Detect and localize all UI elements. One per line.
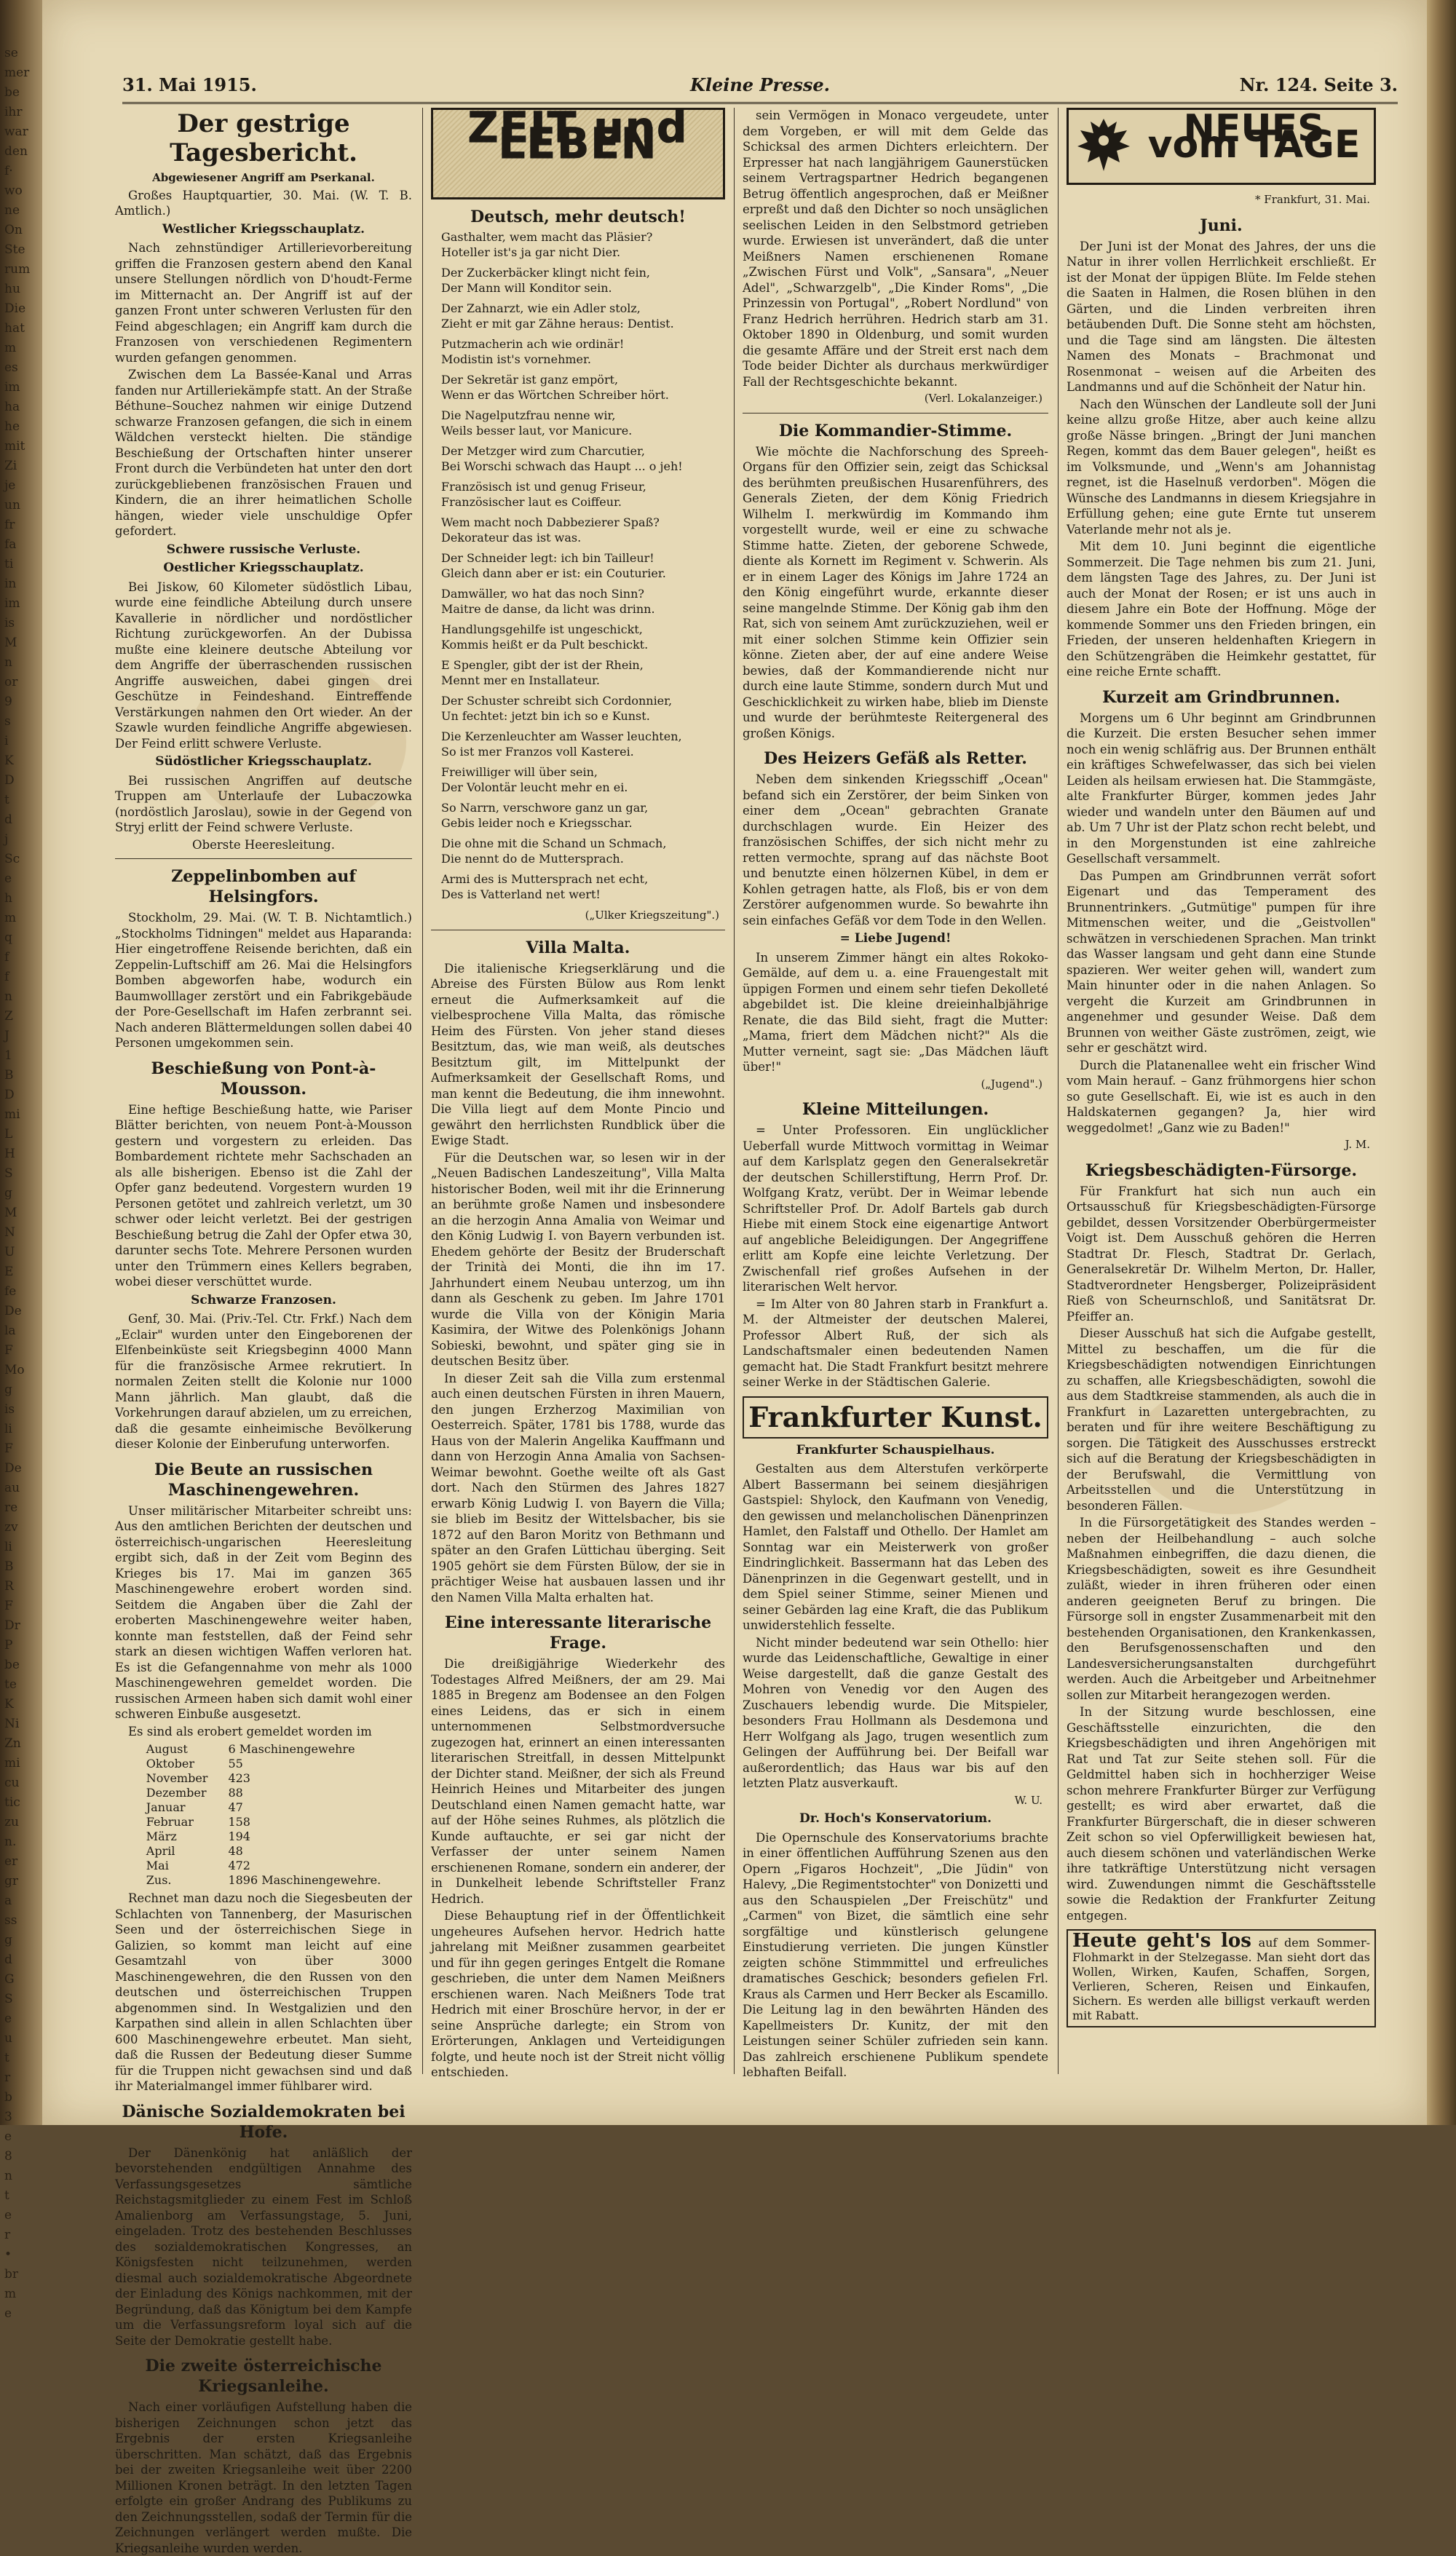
eagle-icon — [1075, 114, 1133, 175]
headline-grindbrunnen: Kurzeit am Grindbrunnen. — [1102, 687, 1340, 707]
poem-line: Französisch ist und genug Friseur, — [441, 480, 646, 494]
article-text: Nach den Wünschen der Landleute soll der Juni keine allzu große Hitze, aber auch keine allzu große Nässe bringen. „Bringt der Juni manchen Regen, kommt das dem Bauer gelegen", heißt es im Volksmunde, und „Wenn's am Johannistag regnet, ist die Haselnuß verdorben". Mögen die Wünsche des Landmanns in diesem Kriegsjahre in Erfüllung gehen; eine gute Ernte tut unserem Vaterlande mehr not als je. — [1067, 397, 1376, 537]
article-text: Die italienische Kriegserklärung und die Abreise des Fürsten Bülow aus Rom lenkt erneut die Aufmerksamkeit auf die vielbesprochene Villa Malta, das römische Heim des Fürsten. Von jeher stand dieses Besitztum, das, wie man weiß, als deutsches Besitztum gilt, im Mittelpunkt der Aufmerksamkeit der Gesellschaft Roms, und man kennt die Bedeutung, die ihm innewohnt. Die Villa liegt auf dem Monte Pincio und gewährt den herrlichsten Rundblick über die Ewige Stadt. — [431, 961, 725, 1147]
poem-line: Des is Vatterland net wert! — [441, 887, 601, 901]
stats-month: Zus. — [146, 1873, 172, 1887]
column-4 — [1067, 108, 1376, 2074]
stats-month: April — [146, 1844, 175, 1858]
page-edge — [1427, 0, 1456, 2125]
poem-line: Dekorateur das ist was. — [441, 530, 582, 545]
section-west: Westlicher Kriegsschauplatz. — [162, 221, 365, 237]
article-text: Diese Behauptung rief in der Öffentlichkeit ungeheures Aufsehen hervor. Hedrich hatte jahrelang mit Meißner zusammen gearbeitet und für ihn gegen geringes Entgelt die Romane geschrieben, die unter dem Namen Meißners erschienen waren. Nach Meißners Tode trat Hedrich mit einer Broschüre hervor, in der er seine Ansprüche darlegte; ein Strom von Erörterungen, Anklagen und Verteidigungen folgte, und heute noch ist der Streit nicht völlig entschieden. — [431, 1909, 725, 2079]
article-text: Stockholm, 29. Mai. (W. T. B. Nichtamtlich.) „Stockholms Tidningen" meldet aus Haparanda: Hier eingetroffene Reisende berichten, daß ein Zeppelin-Luftschiff am 26. Mai die Helsingfors Bomben abgeworfen habe, wodurch ein Baumwolllager zerstört und ein Fabrikgebäude der Pore-Gesellschaft im Hafen zerbrannt sei. Nach anderen Blättermeldungen sollen dabei 40 Personen umgekommen sein. — [115, 911, 412, 1050]
section-southeast: Südöstlicher Kriegsschauplatz. — [155, 754, 372, 769]
logo-text: NEUES vom TAGE — [1147, 107, 1361, 167]
headline-heizer: Des Heizers Gefäß als Retter. — [764, 749, 1027, 768]
section-label: = Liebe Jugend! — [839, 931, 951, 946]
section-label: Dr. Hoch's Konservatorium. — [799, 1811, 992, 1826]
article-text: Genf, 30. Mai. (Priv.-Tel. Ctr. Frkf.) Nach dem „Eclair" wurden unter den Eingeborenen der Elfenbeinküste seit Kriegsbeginn 4000 Mann für die französische Armee rekrutiert. In normalen Zeiten stellt die Kolonie nur 1000 Mann jährlich. Man glaubt, daß die Vorkehrungen darauf abzielen, um zu erreichen, daß die gesamte einheimische Bevölkerung dieser Kolonie der Einberufung unterworfen. — [115, 1312, 412, 1451]
stats-value: 48 — [228, 1844, 243, 1858]
stats-month: Dezember — [146, 1786, 207, 1800]
poem-line: E Spengler, gibt der ist der Rhein, — [441, 658, 644, 672]
ad-headline: Heute geht's los — [1072, 1930, 1251, 1952]
stats-row — [136, 1786, 391, 1800]
poem-line: Der Metzger wird zum Charcutier, — [441, 444, 645, 458]
headline-frankfurter-kunst: Frankfurter Kunst. — [748, 1400, 1042, 1433]
article-text: Nicht minder bedeutend war sein Othello: hier wurde das Leidenschaftliche, Gewaltige in einer Weise dargestellt, daß die ganze Gestalt des Mohren von Venedig vor den Augen des Zuschauers lebendig wurde. Die Mitspieler, besonders Frau Hollmann als Desdemona und Herr Wolfgang als Jago, trugen wesentlich zum Gelingen der Aufführung bei. Der Beifall war außerordentlich; das Haus war bis auf den letzten Platz ausverkauft. — [743, 1635, 1048, 1790]
issue-date: 31. Mai 1915. — [122, 74, 257, 95]
stats-row — [136, 1757, 391, 1771]
source-note: (Verl. Lokalanzeiger.) — [924, 392, 1042, 405]
poem-source: („Ulker Kriegszeitung".) — [585, 909, 719, 922]
poem-line: Gleich dann aber er ist: ein Couturier. — [441, 566, 666, 580]
stats-value: 1896 Maschinengewehre. — [228, 1873, 381, 1887]
poem-line: Handlungsgehilfe ist ungeschickt, — [441, 622, 643, 636]
zeit-und-leben-logo — [431, 103, 725, 199]
neues-vom-tage-logo — [1067, 108, 1376, 185]
author-initials: W. U. — [1014, 1793, 1042, 1807]
poem-line: Der Sekretär ist ganz empört, — [441, 373, 619, 387]
headline-poem: Deutsch, mehr deutsch! — [470, 207, 686, 226]
section-east: Oestlicher Kriegsschauplatz. — [163, 561, 364, 575]
article-text: Gestalten aus dem Alterstufen verkörperte Albert Bassermann bei seinem diesjährigen Gastspiel: Shylock, den Kaufmann von Venedig, den gewissen und melancholischen Dänenprinzen Hamlet, den Falstaff und Othello. Der Hamlet am Sonntag war ein Meisterwerk von großer Eindringlichkeit. Bassermann hat das Leben des Dänenprinzen in die Gegenwart gestellt, und in dem Spiel seiner Stimme, seiner Mienen und seiner Gebärden lag eine Kraft, die das Publikum unwiderstehlich fesselte. — [743, 1462, 1048, 1632]
poem-line: So ist mer Franzos voll Kasterei. — [441, 744, 634, 759]
issue-number: Nr. 124. Seite 3. — [1239, 74, 1398, 95]
article-text: In die Fürsorgetätigkeit des Standes werden – neben der Heilbehandlung – auch solche Maßnahmen einbegriffen, die dazu dienen, die Kriegsbeschädigten, soweit es ihre Gesundheit zuläßt, wieder in ihren früheren oder einen anderen geeigneten Beruf zu bringen. Die Fürsorge soll in engster Zusammenarbeit mit den bestehenden Organisationen, den Krankenkassen, den Berufsgenossenschaften und den Landesversicherungsanstalten durchgeführt werden. Auch die Arbeitgeber und Arbeitnehmer sollen zur Mitarbeit herangezogen werden. — [1067, 1516, 1376, 1702]
logo-text: ZEIT und LEBEN — [467, 103, 689, 168]
article-text: Das Pumpen am Grindbrunnen verrät sofort Eigenart und das Temperament des Brunnentrinkers. „Gutmütige" pumpen für ihre Mitmenschen weiter, und die „Geistvollen" schwätzen in verschiedenen Sprachen. Man trinkt das Wasser langsam und geht dann eine Stunde spazieren. Wer weiter gehen will, wandert zum Main hinunter oder in die nahen Anlagen. So vergeht die Kurzeit am Grindbrunnen in angenehmer und gesunder Weise. Daß dem Brunnen von weither Gäste zuströmen, zeigt, wie sehr er geschätzt wird. — [1067, 869, 1376, 1055]
stats-value: 88 — [228, 1786, 243, 1800]
poem-stanza — [441, 408, 725, 438]
article-text: Die Opernschule des Konservatoriums brachte in einer öffentlichen Aufführung Szenen aus den Opern „Figaros Hochzeit", „Die Jüdin" von Halevy, „Die Regimentstochter" von Donizetti und aus den Schauspielen „Der Freischütz" und „Carmen" von Bizet, die sämtlich eine sehr sorgfältige und künstlerisch gelungene Einstudierung verrieten. Die jungen Künstler zeigten schöne Stimmmittel und erfreuliches dramatisches Geschick; besonders gefielen Frl. Kraus als Carmen und Herr Becker als Escamillo. Die Leitung lag in den bewährten Händen des Kapellmeisters Dr. Kunitz, der mit den Leistungen seiner Schüler zufrieden sein kann. Das zahlreich erschienene Publikum spendete lebhaften Beifall. — [743, 1830, 1048, 2079]
stats-row — [136, 1771, 391, 1786]
adjacent-page-text: se mer be ihr war den f· wo ne On Ste rum hu Die hat m es im ha he mit Zi je un fr fa ti in im is M n or 9 s i K D t d j Sc e h m q f f n Z J 1 B D mi L H S g M N U E fe De la F Mo g is li F De au re zv li B R F Dr P be te K Ni Zn mi cu tic zu n. er gr a ss g d G S e u t r b 3 e 8 n t e r • br m e — [4, 46, 31, 2321]
article-text: Zwischen dem La Bassée-Kanal und Arras fanden nur Artilleriekämpfe statt. An der Straße Béthune–Souchez nahmen wir einige Dutzend schwarze Franzosen gefangen, die sich in einem Wäldchen versteckt hielten. Die ständige Beschießung der Ortschaften hinter unserer Front durch die Verbündeten hat unter den dort zurückgebliebenen französischen Frauen und Kindern, die an ihrer heimatlichen Scholle hängen, wieder viele unschuldige Opfer gefordert. — [115, 368, 412, 538]
poem-line: Gasthalter, wem macht das Pläsier? — [441, 230, 653, 244]
article-text: = Im Alter von 80 Jahren starb in Frankfurt a. M. der Altmeister der deutschen Malerei, Professor Albert Ruß, der sich als Landschaftsmaler einen bedeutenden Namen gemacht hat. Die Stadt Frankfurt besitzt mehrere seiner Werke in der Städtischen Galerie. — [743, 1297, 1048, 1389]
poem-line: Die Nagelputzfrau nenne wir, — [441, 408, 616, 422]
stats-value: 6 Maschinengewehre — [228, 1742, 355, 1756]
headline-juni: Juni. — [1200, 215, 1243, 235]
section-label: Frankfurter Schauspielhaus. — [796, 1442, 995, 1457]
stats-month: November — [146, 1771, 208, 1785]
headline-pont: Beschießung von Pont-à-Mousson. — [151, 1059, 376, 1099]
article-text: Nach zehnstündiger Artillerievorbereitung griffen die Franzosen gestern abend den Kanal unsere Stellungen nördlich von D'houdt-Ferme im Mitternacht an. Der Angriff ist auf der ganzen Front unter schweren Verlusten für den Feind abgeschlagen; ein Angriff kam durch die Franzosen von verschiedenen Regimentern wurden gefangen genommen. — [115, 241, 412, 365]
poem-line: Bei Worschi schwach das Haupt ... o jeh! — [441, 459, 683, 473]
separator — [743, 413, 1048, 414]
stats-row — [136, 1815, 391, 1829]
poem-line: Wenn er das Wörtchen Schreiber hört. — [441, 387, 669, 402]
poem-stanza — [441, 801, 725, 831]
article-text: Dieser Ausschuß hat sich die Aufgabe gestellt, Mittel zu beschaffen, um die für die Kriegsbeschädigten notwendigen Einrichtungen zu schaffen, alle Kriegsbeschädigten, sowohl die aus dem Stadtkreise stammenden, als auch die in Frankfurt in Lazaretten untergebrachten, zu beraten und für ihre weitere Beschäftigung zu sorgen. Die Tätigkeit des Ausschusses erstreckt sich auf die Beratung der Kriegsbeschädigten in der Berufswahl, die Vermittlung von Arbeitsstellen und die Unterstützung in besonderen Fällen. — [1067, 1326, 1376, 1513]
article-text: Für Frankfurt hat sich nun auch ein Ortsausschuß für Kriegsbeschädigten-Fürsorge gebildet, dessen Vorsitzender Oberbürgermeister Voigt ist. Dem Ausschuß gehören die Herren Stadtrat Dr. Flesch, Stadtrat Dr. Gerlach, Generalsekretär Dr. Wilhelm Merton, Dr. Haller, Stadtverordneter Hengsberger, Polizeipräsident Rieß von Scheurnschloß, und Sanitätsrat Dr. Pfeiffer an. — [1067, 1184, 1376, 1323]
author-initials: J. M. — [1345, 1138, 1370, 1151]
stats-row — [136, 1829, 391, 1844]
poem-line: Die nennt do de Muttersprach. — [441, 851, 624, 866]
stats-month: Mai — [146, 1859, 169, 1872]
stats-month: Februar — [146, 1815, 194, 1829]
book-binding — [0, 0, 42, 2321]
poem-stanza — [441, 480, 725, 510]
headline-daenisch: Dänische Sozialdemokraten bei Hofe. — [122, 2102, 405, 2142]
poem-stanza — [441, 694, 725, 724]
newspaper-page — [42, 0, 1427, 2555]
poem-line: Der Mann will Konditor sein. — [441, 280, 612, 295]
poem-line: Putzmacherin ach wie ordinär! — [441, 337, 625, 351]
poem-line: Die Kerzenleuchter am Wasser leuchten, — [441, 729, 682, 743]
stats-month: August — [146, 1742, 188, 1756]
headline-literarisch: Eine interessante literarische Frage. — [444, 1613, 712, 1653]
article-text: Durch die Platanenallee weht ein frischer Wind vom Main herauf. – Ganz frühmorgens hier schon so gute Gesellschaft. Ei, wie ist es auch in den Haldskaternen gegangen? Ja, hier wird weggedolmet! „Ganz wie zu Baden!" — [1067, 1058, 1376, 1135]
stats-value: 158 — [228, 1815, 250, 1829]
signature-ohl: Oberste Heeresleitung. — [192, 837, 335, 852]
article-text: Nach einer vorläufigen Aufstellung haben die bisherigen Zeichnungen schon jetzt das Ergebnis der ersten Kriegsanleihe überschritten. Man schätzt, daß das Ergebnis bei der zweiten Kriegsanleihe weit über 2200 Millionen Kronen beträgt. In den letzten Tagen erfolgte ein großer Andrang des Publikums zu den Zeichnungsstellen, sodaß der Termin für die Zeichnungen verlängert werden mußte. Die Kriegsanleihe wurden werden. — [115, 2400, 412, 2555]
advertisement-heute — [1067, 1929, 1376, 2027]
poem-line: Der Schneider legt: ich bin Tailleur! — [441, 551, 654, 565]
stats-value: 55 — [228, 1757, 243, 1770]
stats-month: März — [146, 1829, 177, 1843]
column-rule — [734, 108, 735, 2074]
poem-line: Armi des is Muttersprach net echt, — [441, 872, 649, 886]
headline-zeppelin: Zeppelinbomben auf Helsingfors. — [171, 867, 356, 906]
article-text: Mit dem 10. Juni beginnt die eigentliche Sommerzeit. Die Tage nehmen bis zum 21. Juni, dem längsten Tage des Jahres, zu. Der Juni ist auch der Monat der Rosen; er ist uns auch in diesem Jahre ein Bote der Hoffnung. Möge der kommende Sommer uns den Frieden bringen, ein Frieden, der unseren heldenhaften Kriegern in den Schützengräben die Heimkehr gestattet, für eine reiche Ernte schafft. — [1067, 539, 1376, 678]
poem-stanza — [441, 872, 725, 902]
article-text: Neben dem sinkenden Kriegsschiff „Ocean" befand sich ein Zerstörer, der beim Sinken von einer dem „Ocean" gebrachten Granate durchschlagen wurde. Ein Heizer des französischen Schiffes, der sich nicht mehr zu retten vermochte, sprang auf das nächste Boot und benutzte einen hölzernen Kübel, in dem er Kohlen getragen hatte, als Floß, bis er von dem Zerstörer aufgenommen wurde. So bewahrte ihn sein einfaches Gefäß vor dem Tode in den Wellen. — [743, 772, 1048, 927]
article-text: sein Vermögen in Monaco vergeudete, unter dem Vorgeben, er will mit dem Gelde das Schicksal des armen Dichters erleichtern. Der Erpresser hat nach langjährigem Gaunerstücken seinem Vertragspartner Hedrich begangenen Betrug öffentlich angesprochen, daß er Meißner erpreßt und daß den Dichter so noch unsäglichen seelischen Leiden in den Selbstmord getrieben wurde. Erwiesen ist unverändert, daß die unter Meißners Namen erschienenen Romane „Zwischen Fürst und Volk", „Sansara", „Neuer Adel", „Schwarzgelb", „Die Kinder Roms", „Die Prinzessin von Portugal", „Robert Nordlund" von Franz Hedrich herrühren. Hedrich starb am 31. Oktober 1890 in Oldenburg, und somit wurden die gesamte Affäre und der Streit erst nach dem Tode beider Dichter als durchaus merkwürdiger Fall der Rechtsgeschichte bekannt. — [743, 108, 1048, 389]
poem-stanza — [441, 622, 725, 652]
article-text: = Unter Professoren. Ein unglücklicher Ueberfall wurde Mittwoch vormittag in Weimar auf dem Karlsplatz gegen den Generalsekretär der deutschen Schillerstiftung, Herrn Prof. Dr. Wolfgang Kratz, verübt. Der in Weimar lebende Schriftsteller Prof. Dr. Adolf Bartels gab durch Hiebe mit einem Stock eine eigenartige Antwort auf angebliche Beleidigungen. Der Angegriffene erlitt am Kopfe eine leichte Verletzung. Der Zwischenfall rief großes Aufsehen in der literarischen Welt hervor. — [743, 1123, 1048, 1294]
stats-row — [136, 1873, 391, 1888]
stats-value: 47 — [228, 1800, 243, 1814]
poem-stanza — [441, 230, 725, 260]
column-1 — [115, 108, 412, 2555]
poem-stanza — [441, 515, 725, 545]
article-text: Eine heftige Beschießung hatte, wie Pariser Blätter berichten, von neuem Pont-à-Mousson gestern und vorgestern zu erleiden. Das Bombardement richtete mehr Sachschaden an als alle bisherigen. Ebenso ist die Zahl der Opfer ganz bedeutend. Vorgestern wurden 19 Personen getötet und zahlreich verletzt, um 30 schwer oder leicht verletzt. Bei der gestrigen Beschießung betrug die Zahl der Opfer etwa 30, darunter sechs Tote. Mehrere Personen wurden unter den Trümmern eines Kellers begraben, wobei dieser verschüttet wurde. — [115, 1102, 412, 1289]
stats-row — [136, 1800, 391, 1815]
section-label: Schwarze Franzosen. — [191, 1292, 336, 1307]
poem-line: Der Volontär leucht mehr en ei. — [441, 780, 628, 794]
stats-value: 194 — [228, 1829, 250, 1843]
masthead — [122, 73, 1398, 104]
article-text: Es sind als erobert gemeldet worden im — [128, 1724, 372, 1738]
mg-stats-table — [136, 1742, 391, 1888]
poem-line: Der Schuster schreibt sich Cordonnier, — [441, 694, 673, 708]
poem-stanza — [441, 587, 725, 617]
article-text: Die dreißigjährige Wiederkehr des Todestages Alfred Meißners, der am 29. Mai 1885 in Bregenz am Bodensee an den Folgen eines Leidens, das er sich in einem unternommenen Selbstmordversuche zugezogen hat, erinnert an einen interessanten literarischen Streitfall, in dessen Mittelpunkt der Dichter stand. Meißner, der sich als Freund Heinrich Heines und Mitarbeiter des jungen Deutschland einen Namen gemacht hatte, war auf der Höhe seines Ruhmes, als plötzlich die Kunde auftauchte, er sei gar nicht der Verfasser der unter seinem Namen erschienenen Romane, sondern ein anderer, der in Dunkelheit lebende Schriftsteller Franz Hedrich. — [431, 1657, 725, 1906]
section-label: Schwere russische Verluste. — [166, 542, 361, 557]
headline-kriegsanleihe: Die zweite österreichische Kriegsanleihe. — [145, 2357, 382, 2396]
headline-kommandier: Die Kommandier-Stimme. — [778, 421, 1013, 440]
column-rule — [1058, 108, 1059, 2074]
column-rule — [422, 108, 423, 2074]
stats-row — [136, 1742, 391, 1757]
article-text: In der Sitzung wurde beschlossen, eine Geschäftsstelle einzurichten, die den Kriegsbeschädigten und ihren Angehörigen mit Rat und Tat zur Seite stehen soll. Für die Geldmittel haben sich in hochherziger Weise schon mehrere Frankfurter Bürger zur Verfügung gestellt; es wird aber erwartet, daß die Frankfurter Bürgerschaft, die in dieser schweren Zeit schon so viel Opferwilligkeit bewiesen hat, auch diesem schönen und vaterländischen Werke ihre tatkräftige Unterstützung nicht versagen wird. Zuwendungen nimmt die Geschäftsstelle sowie die Redaktion der Frankfurter Zeitung entgegen. — [1067, 1705, 1376, 1923]
poem-line: So Narrn, verschwore ganz un gar, — [441, 801, 649, 815]
article-text: Rechnet man dazu noch die Siegesbeuten der Schlachten von Tannenberg, der Masurischen Seen und der österreichischen Siege in Galizien, so kommt man leicht auf eine Gesamtzahl von über 3000 Maschinengewehren, die den Russen von den deutschen und österreichischen Truppen abgenommen sind. In Westgalizien und den Karpathen sind allein in allen Schlachten über 600 Maschinengewehre erbeutet. Man sieht, daß die Russen der Bedeutung dieser Summe für die Truppen nicht gewachsen sind und daß ihr Materialmangel immer fühlbarer wird. — [115, 1891, 412, 2093]
article-text: Unser militärischer Mitarbeiter schreibt uns: Aus den amtlichen Berichten der deutschen und österreichisch-ungarischen Heeresleitung ergibt sich, daß in der Zeit vom Beginn des Krieges bis 17. Mai im ganzen 365 Maschinengewehre erobert worden sind. Seitdem die Angaben über die Zahl der eroberten Maschinengewehre weiter haben, konnte man feststellen, daß der Feind sehr stark an diesen wichtigen Waffen verloren hat. Es ist die Gefangennahme von mehr als 1000 Maschinengewehren gemeldet worden. Die russischen Armeen haben sich damit wohl einer schweren Einbuße ausgesetzt. — [115, 1503, 412, 1721]
poem-stanza — [441, 729, 725, 759]
stats-month: Oktober — [146, 1757, 194, 1770]
article-text: Morgens um 6 Uhr beginnt am Grindbrunnen die Kurzeit. Die ersten Besucher sehen immer noch ein wenig schläfrig aus. Der Brunnen enthält ein kräftiges Schwefelwasser, das sich bei vielen Leiden als heilsam erwiesen hat. Die Stammgäste, alte Frankfurter Bürger, kommen jedes Jahr wieder und wandeln unter den Bäumen auf und ab. Um 7 Uhr ist der Platz schon recht belebt, und in den Morgenstunden ist eine zahlreiche Gesellschaft versammelt. — [1067, 711, 1376, 866]
article-text: Bei russischen Angriffen auf deutsche Truppen am Unterlaufe der Lubaczowka (nordöstlich Jaroslau), sowie in der Gegend von Stryj erlitt der Feind schwere Verluste. — [115, 773, 412, 834]
poem-line: Französischer laut es Coiffeur. — [441, 494, 622, 509]
poem-line: Kommis heißt er da Pult beschickt. — [441, 637, 649, 652]
column-2 — [431, 103, 725, 2079]
poem-line: Modistin ist's vornehmer. — [441, 352, 591, 366]
poem-stanza — [441, 337, 725, 367]
headline-beute: Die Beute an russischen Maschinengewehren. — [154, 1460, 373, 1500]
poem-line: Der Zuckerbäcker klingt nicht fein, — [441, 266, 650, 280]
article-text: In unserem Zimmer hängt ein altes Rokoko-Gemälde, auf dem u. a. eine Frauengestalt mit üppigen Formen und einem sehr tiefen Dekolleté abgebildet ist. Die kleine dreieinhalbjährige Renate, die das Bild sieht, fragt die Mutter: „Mama, friert dem Mädchen nicht?" Als die Mutter verneint, sagt sie: „Das Mädchen läuft über!" — [743, 950, 1048, 1074]
poem-line: Hoteller ist's ja gar nicht Dier. — [441, 245, 621, 259]
headline-tagesbericht: Der gestrige Tagesbericht. — [170, 109, 357, 167]
poem-stanza — [441, 551, 725, 581]
article-text: Bei Jiskow, 60 Kilometer südöstlich Libau, wurde eine feindliche Abteilung durch unsere Kavallerie in nördlicher und nordöstlicher Richtung zurückgeworfen. An der Dubissa mußte eine kleinere deutsche Abteilung vor dem Angriffe der überraschenden russischen Angriffe ausweichen, dabei gingen drei Geschütze in Feindeshand. Eintreffende Verstärkungen nahmen den Ort wieder. An der Szawle wurden feindliche Angriffe abgewiesen. Der Feind erlitt schwere Verluste. — [115, 579, 412, 751]
poem — [431, 230, 725, 902]
article-text: Für die Deutschen war, so lesen wir in der „Neuen Badischen Landeszeitung", Villa Malta historischer Boden, weil mit ihr die Erinnerung an berühmte große Namen und insbesondere an die herzogin Anna Amalia von Weimar und den König Ludwig I. von Bayern verbunden ist. Ehedem gehörte der Besitz der Bruderschaft der Trinità dei Monti, die ihn im 17. Jahrhundert einem Neubau unterzog, um ihn dann als Geschenk zu geben. Im Jahre 1701 wurde die Villa von der Königin Maria Kasimira, der Witwe des Polenkönigs Johann Sobieski, bewohnt, und später ging sie in deutschen Besitz über. — [431, 1150, 725, 1368]
article-text: Der Dänenkönig hat anläßlich der bevorstehenden endgültigen Annahme des Verfassungsgesetzes sämtliche Reichstagsmitglieder zu einem Fest im Schloß Amalienborg am Verfassungstage, 5. Juni, eingeladen. Trotz des bestehenden Beschlusses des sozialdemokratischen Kongresses, an Königsfesten nicht teilzunehmen, werden diesmal auch sozialdemokratische Abgeordnete der Einladung des Königs nachkommen, mit der Begründung, daß das Königtum bei dem Kampfe um die Verfassungsreform loyal sich auf die Seite der Demokratie gestellt habe. — [115, 2145, 412, 2348]
source-note: („Jugend".) — [981, 1077, 1042, 1091]
poem-stanza — [441, 301, 725, 331]
article-text: Wie möchte die Nachforschung des Spreeh-Organs für den Offizier sein, zeigt das Schicksal des berühmten preußischen Husarenführers, des Generals Zieten, der dem König Friedrich Wilhelm I. merkwürdig im Kommando ihm vorgestellt wurde, weil er eine zu schwache Stimme hatte. Zieten, der geborene Schwede, diente als Kornett im Regiment v. Schwerin. Als er in einem Lager des Königs im Jahre 1724 an den König eingeführt wurde, erkannte dieser seine mangelnde Stimme. Der König gab ihm den Rat, sich von seinem Amt zurückzuziehen, weil er mit einer solchen Stimme kein Offizier sein könne. Zieten aber, der auf eine andere Weise bewies, daß der Kommandierende nicht nur durch eine laute Stimme, sondern durch Mut und Geschicklichkeit zu wirken habe, blieb im Dienste und wurde der berühmteste Reitergeneral des großen Königs. — [743, 444, 1048, 740]
separator — [115, 858, 412, 859]
poem-line: Wem macht noch Dabbezierer Spaß? — [441, 515, 660, 529]
stats-value: 423 — [228, 1771, 250, 1785]
poem-line: Freiwilliger will über sein, — [441, 765, 598, 779]
stats-row — [136, 1859, 391, 1873]
poem-stanza — [441, 266, 725, 296]
paper-name: Kleine Presse. — [689, 74, 831, 95]
poem-line: Un fechtet: jetzt bin ich so e Kunst. — [441, 708, 650, 723]
poem-stanza — [441, 373, 725, 403]
dateline: * Frankfurt, 31. Mai. — [1255, 193, 1370, 206]
poem-line: Gebis leider noch e Kriegsschar. — [441, 815, 633, 830]
poem-line: Weils besser laut, vor Manicure. — [441, 423, 633, 438]
poem-line: Maitre de danse, da licht was drinn. — [441, 601, 655, 616]
poem-stanza — [441, 836, 725, 866]
poem-line: Damwäller, wo hat das noch Sinn? — [441, 587, 644, 601]
headline-villa: Villa Malta. — [526, 938, 630, 957]
stats-value: 472 — [228, 1859, 250, 1872]
article-text: Der Juni ist der Monat des Jahres, der uns die Natur in ihrer vollen Herrlichkeit erschließt. Er ist der Monat der üppigen Blüte. Im Felde stehen die Saaten in Halmen, die Rosen blühen in den Gärten, und die Linden verbreiten ihren betäubenden Duft. Die Sonne steht am höchsten, und die Tage sind am längsten. Die ältesten Namen des Monats – Brachmonat und Rosenmonat – weisen auf die Arbeiten des Landmanns und auf die Schönheit der Natur hin. — [1067, 239, 1376, 394]
poem-line: Der Zahnarzt, wie ein Adler stolz, — [441, 301, 641, 315]
headline-kriegsbeschaedigte: Kriegsbeschädigten-Fürsorge. — [1085, 1160, 1358, 1180]
poem-line: Die ohne mit die Schand un Schmach, — [441, 836, 667, 850]
column-3 — [743, 108, 1048, 2079]
ad-text: auf dem Sommer-Flohmarkt in der Stelzegasse. Man sieht dort das Wollen, Wirken, Kaufen, Schaffen, Sorgen, Verlieren, Scheren, Reisen und Einkaufen, Sichern. Es werden alle billigst verkauft werden mit Rabatt. — [1072, 1936, 1371, 2022]
headline-kleine: Kleine Mitteilungen. — [802, 1100, 989, 1119]
stats-month: Januar — [146, 1800, 186, 1814]
stats-row — [136, 1844, 391, 1859]
poem-line: Zieht er mit gar Zähne heraus: Dentist. — [441, 316, 674, 331]
subheadline: Abgewiesener Angriff am Pserkanal. — [152, 171, 375, 184]
frankfurter-kunst-box — [743, 1396, 1048, 1439]
poem-stanza — [441, 444, 725, 474]
article-text: In dieser Zeit sah die Villa zum erstenmal auch einen deutschen Fürsten in ihren Mauern, den jungen Erzherzog Maximilian von Oesterreich. Später, 1781 bis 1788, wurde das Haus von der Malerin Angelika Kauffmann und dann von Herzogin Anna Amalia von Sachsen-Weimar bewohnt. Goethe weilte oft als Gast dort. Nach den Stürmen des Jahres 1827 erwarb König Ludwig I. von Bayern die Villa; sie blieb im Besitz der Wittelsbacher, bis sie 1872 auf den Baron Moritz von Bethmann und später an den Grafen Lüttichau überging. Seit 1905 gehört sie dem Fürsten Bülow, der sie in prächtiger Weise hat ausbauen lassen und ihr den Namen Villa Malta erhalten hat. — [431, 1371, 725, 1605]
poem-stanza — [441, 658, 725, 688]
poem-line: Mennt mer en Installateur. — [441, 673, 600, 687]
poem-stanza — [441, 765, 725, 795]
dateline: Großes Hauptquartier, 30. Mai. (W. T. B. Amtlich.) — [115, 188, 412, 218]
